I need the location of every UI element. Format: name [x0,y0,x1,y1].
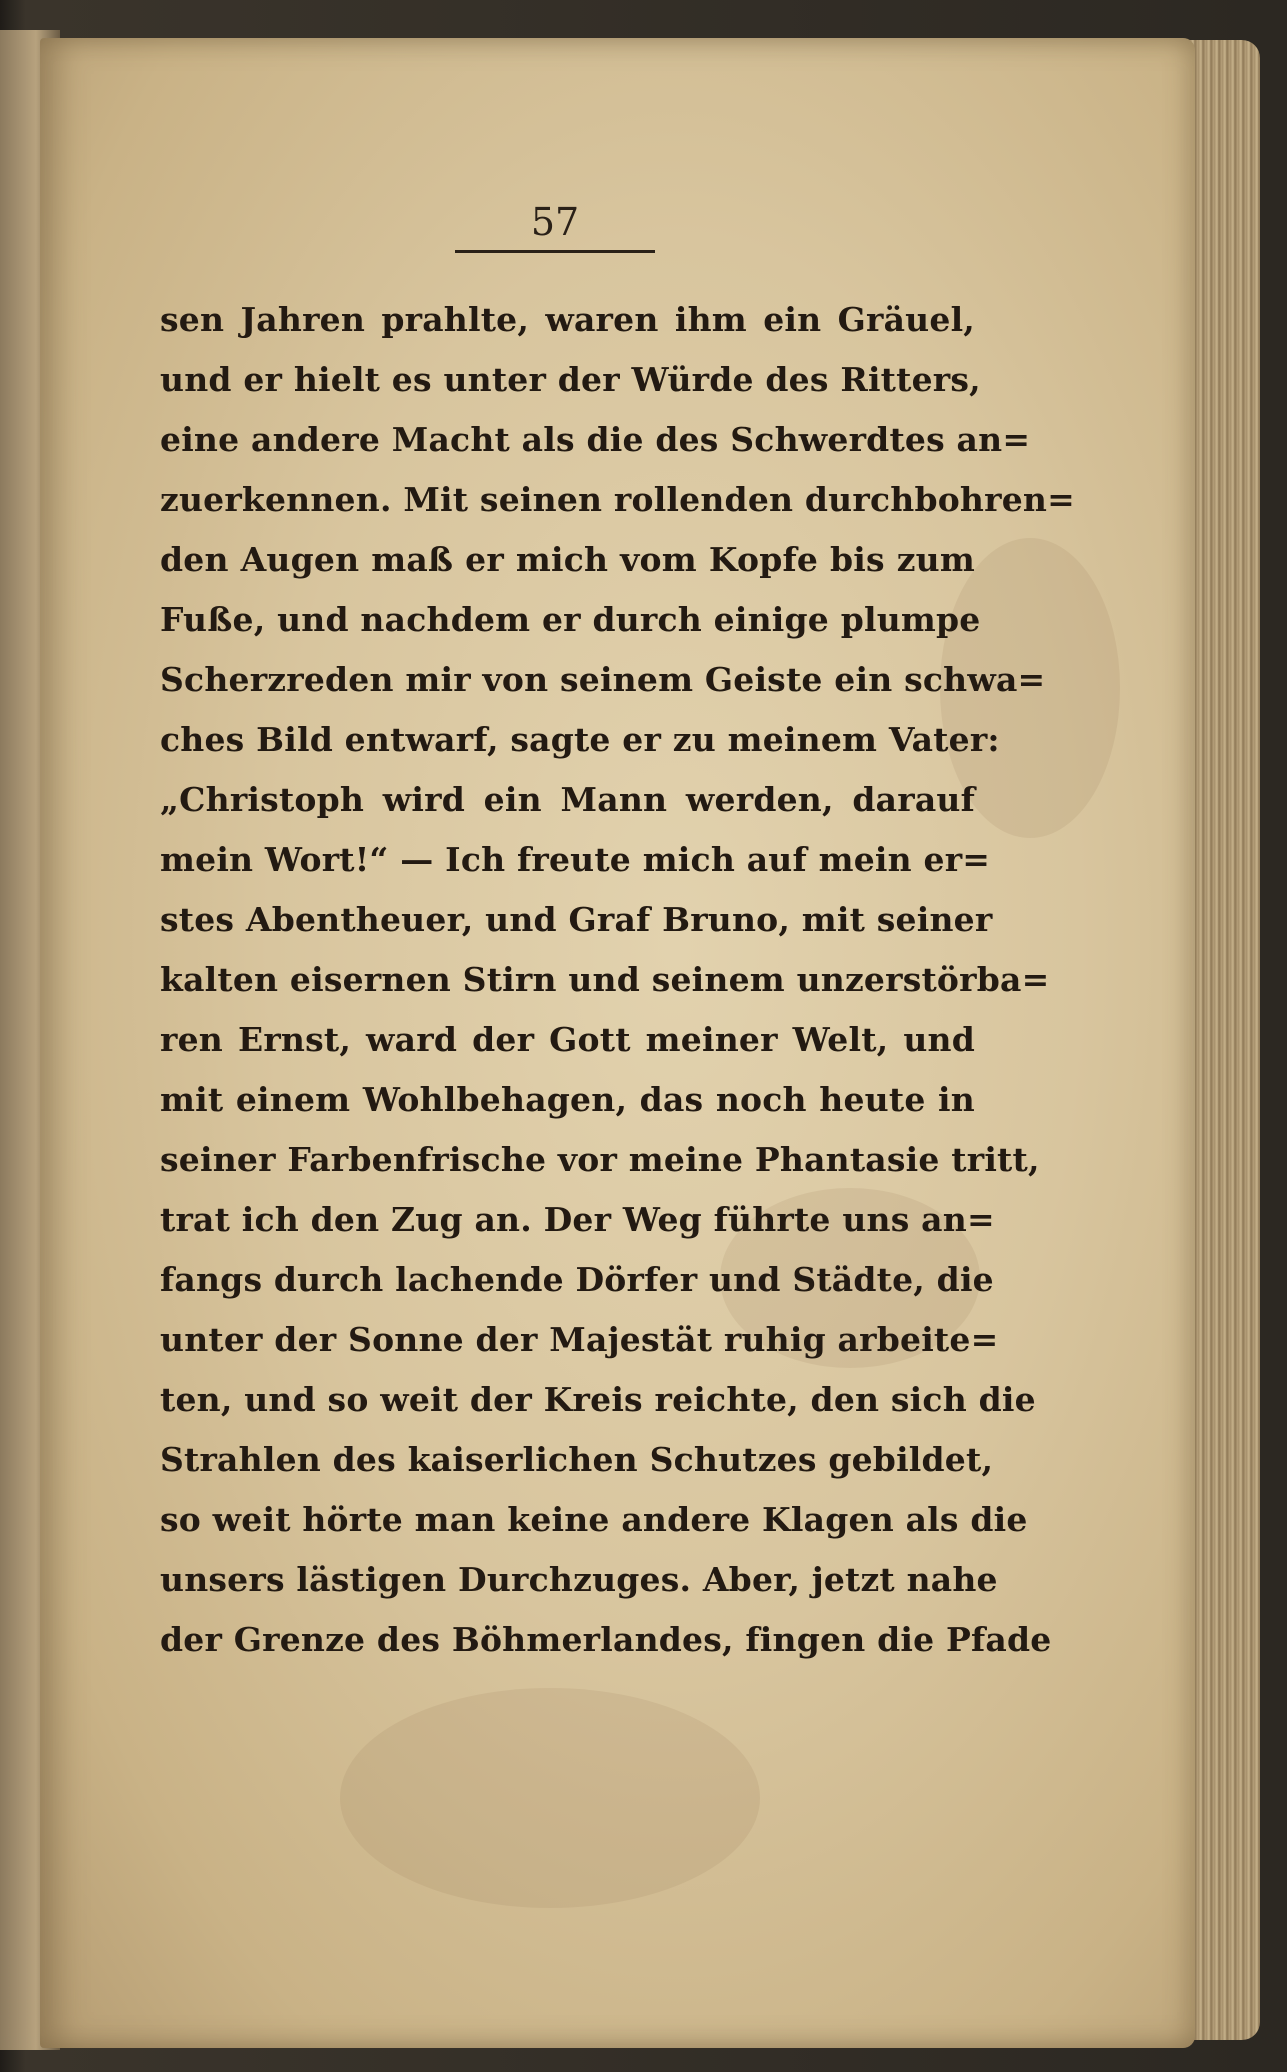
text-line: Fuße, und nachdem er durch einige plumpe [160,600,981,639]
text-line: kalten eisernen Stirn und seinem unzerstörba= [160,960,1050,999]
text-line: der Grenze des Böhmerlandes, fingen die Pfade [160,1620,1052,1659]
text-line: Scherzreden mir von seinem Geiste ein schwa= [160,660,1046,699]
text-line: mein Wort!“ — Ich freute mich auf mein er= [160,840,991,879]
text-line: seiner Farbenfrische vor meine Phantasie tritt, [160,1140,1040,1179]
text-line: stes Abentheuer, und Graf Bruno, mit seiner [160,900,993,939]
page-number: 57 [530,200,580,244]
text-line: so weit hörte man keine andere Klagen als die [160,1500,1028,1539]
header-rule [455,250,655,253]
text-line: ren Ernst, ward der Gott meiner Welt, und [160,1020,975,1059]
text-line: unsers lästigen Durchzuges. Aber, jetzt nahe [160,1560,998,1599]
text-line: sen Jahren prahlte, waren ihm ein Gräuel, [160,300,975,339]
text-line: ches Bild entwarf, sagte er zu meinem Vater: [160,720,1000,759]
text-line: eine andere Macht als die des Schwerdtes an= [160,420,1031,459]
text-line: unter der Sonne der Majestät ruhig arbeite= [160,1320,999,1359]
text-line: zuerkennen. Mit seinen rollenden durchbohren= [160,480,1075,519]
text-line: trat ich den Zug an. Der Weg führte uns an= [160,1200,995,1239]
text-line: den Augen maß er mich vom Kopfe bis zum [160,540,975,579]
text-line: und er hielt es unter der Würde des Ritters, [160,360,981,399]
text-line: „Christoph wird ein Mann werden, darauf [160,780,975,819]
text-line: mit einem Wohlbehagen, das noch heute in [160,1080,975,1119]
text-line: Strahlen des kaiserlichen Schutzes gebildet, [160,1440,994,1479]
text-line: ten, und so weit der Kreis reichte, den sich die [160,1380,1036,1419]
text-line: fangs durch lachende Dörfer und Städte, die [160,1260,994,1299]
paper-stain [340,1688,760,1908]
body-text [160,290,1075,1670]
